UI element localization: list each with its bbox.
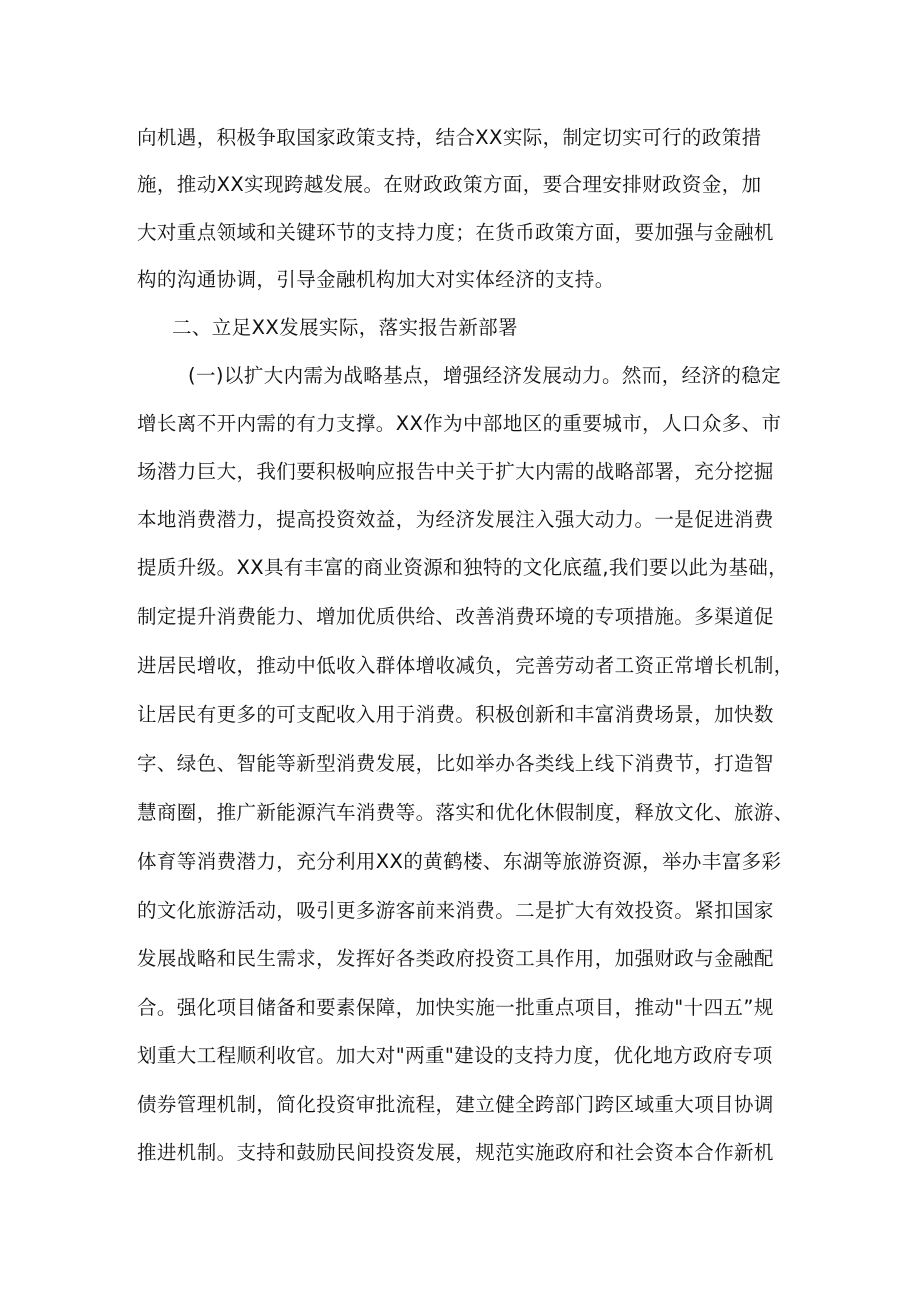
- text-line: 让居民有更多的可支配收入用于消费。积极创新和丰富消费场景，加快数: [137, 703, 774, 726]
- text-line: 提质升级。XX具有丰富的商业资源和独特的文化底蕴,我们要以此为基础，: [137, 556, 789, 579]
- text-line: 体育等消费潜力，充分利用XX的黄鹤楼、东湖等旅游资源，举办丰富多彩: [137, 850, 782, 873]
- text-line: 合。强化项目储备和要素保障，加快实施一批重点项目，推动"十四五”规: [137, 996, 774, 1019]
- text-line: 制定提升消费能力、增加优质供给、改善消费环境的专项措施。多渠道促: [137, 605, 774, 628]
- text-line: 慧商圈，推广新能源汽车消费等。落实和优化休假制度，释放文化、旅游、: [137, 801, 794, 824]
- text-line: 构的沟通协调，引导金融机构加大对实体经济的支持。: [137, 268, 615, 291]
- text-line: 字、绿色、智能等新型消费发展，比如举办各类线上线下消费节，打造智: [137, 752, 774, 775]
- text-line: 本地消费潜力，提高投资效益，为经济发展注入强大动力。一是促进消费: [137, 508, 774, 531]
- text-line: 的文化旅游活动，吸引更多游客前来消费。二是扩大有效投资。紧扣国家: [137, 899, 774, 922]
- text-line: 增长离不开内需的有力支撑。XX作为中部地区的重要城市，人口众多、市: [137, 412, 782, 435]
- text-line: 场潜力巨大，我们要积极响应报告中关于扩大内需的战略部署，充分挖掘: [137, 460, 774, 483]
- text-line: (一)以扩大内需为战略基点，增强经济发展动力。然而，经济的稳定: [188, 364, 782, 387]
- text-line: 发展战略和民生需求，发挥好各类政府投资工具作用，加强财政与金融配: [137, 947, 774, 970]
- section-heading: 二、立足XX发展实际，落实报告新部署: [172, 316, 518, 339]
- text-line: 施，推动XX实现跨越发展。在财政政策方面，要合理安排财政资金，加: [137, 173, 762, 196]
- text-line: 推进机制。支持和鼓励民间投资发展，规范实施政府和社会资本合作新机: [137, 1141, 774, 1164]
- text-line: 债券管理机制，简化投资审批流程，建立健全跨部门跨区域重大项目协调: [137, 1093, 774, 1116]
- text-line: 向机遇，积极争取国家政策支持，结合XX实际，制定切实可行的政策措: [137, 126, 762, 149]
- text-line: 进居民增收，推动中低收入群体增收减负，完善劳动者工资正常增长机制，: [137, 654, 794, 677]
- text-line: 大对重点领域和关键环节的支持力度；在货币政策方面，要加强与金融机: [137, 221, 774, 244]
- text-line: 划重大工程顺利收官。加大对"两重"建设的支持力度，优化地方政府专项: [137, 1044, 773, 1067]
